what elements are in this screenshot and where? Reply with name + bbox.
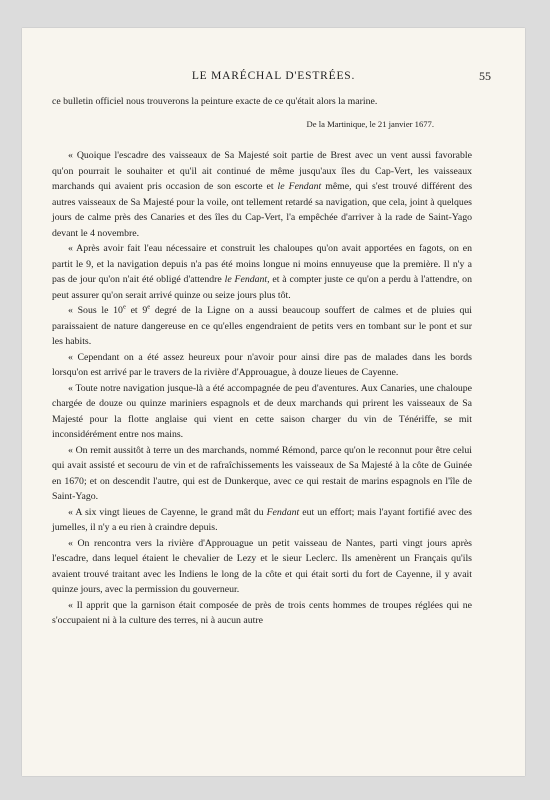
ship-name: le Fendant [224,274,268,285]
ship-name: le Fendant [277,181,322,192]
paragraph-2-text-a: « Après avoir fait l'eau nécessaire et construit les chaloupes qu'on avait apportées en fagots, on en partit le 9, et la navigation depuis n'a pas été moins longue ni moins ennuyeuse que la première. Il n'y a pas de jour qu'on n'ait été obligé d'attendre [52,243,472,285]
paragraph-7-text-b: eut un effort; mais l'ayant fortifié avec des jumelles, il n'y a eu rien à craindre depuis. [52,506,472,533]
ship-name: Fendant [266,506,300,518]
paragraph-3-text-a: « Sous le 10 [68,305,123,316]
paragraph-2 [52,241,472,303]
paragraph-2-text-b: , et à compter juste ce qu'on a perdu à l'attendre, on peut assurer qu'on serait arrivé quinze ou seize jours plus tôt. [52,274,472,301]
intro-paragraph: ce bulletin officiel nous trouverons la peinture exacte de ce qu'était alors la marine. [52,96,378,107]
paragraph-8: « On rencontra vers la rivière d'Approuague un petit vaisseau de Nantes, parti vingt jours après l'escadre, dans lequel étaient le chevalier de Lezy et le sieur Leclerc. Ils amenèrent un Français qu'ils avaient trouvé traitant avec les Indiens le long de la côte et qui était sorti du fort de Cayenne, il y avait quinze jours, avec la permission du gouverneur. [52,537,472,595]
paragraph-5: « Toute notre navigation jusque-là a été accompagnée de peu d'aventures. Aux Canaries, une chaloupe chargée de douze ou quinze mariniers espagnols et de deux marchands qui prirent les vaisseaux de Sa Majesté pour la flotte anglaise qui vient en cette saison charger du vin de Ténériffe, se mit inconsidérément entre nos mains. [52,382,472,440]
ordinal-superscript: e [147,303,151,311]
paragraph-1 [52,148,472,241]
paragraph-3 [52,303,472,350]
paragraph-6: « On remit aussitôt à terre un des marchands, nommé Rémond, parce qu'on le reconnut pour être celui qui avait assisté et secouru de vin et de rafraîchissements les vaisseaux de Sa Majesté à la côte de Guinée en 1670; et on descendit l'autre, qui est de Dunkerque, avec ce qui restait de marins espagnols en l'île de Saint-Yago. [52,444,472,502]
paragraph-9: « Il apprit que la garnison était composée de près de trois cents hommes de troupes réglées qui ne s'occupaient ni à la culture des terres, ni à aucun autre [52,599,472,626]
paragraph-7 [52,505,472,536]
letter-dateline: De la Martinique, le 21 janvier 1677. [306,118,434,129]
running-title: LE MARÉCHAL D'ESTRÉES. [191,70,356,82]
body-text [52,94,472,629]
page-header [52,70,495,90]
paragraph-3-text-c: degré de la Ligne on a aussi beaucoup souffert de calmes et de pluies qui paraissaient de nature dangereuse en ce qu'elles engendraient de petits vers en tombant sur le pont et sur les habits. [52,305,473,347]
page-number: 55 [479,69,491,83]
ordinal-superscript: e [122,303,126,311]
paragraph-3-text-b: et 9 [125,305,148,316]
paragraph-1-text-a: « Quoique l'escadre des vaisseaux de Sa Majesté soit partie de Brest avec un vent aussi favorable qu'on pourrait le souhaiter et qu'il ait continué de même jusqu'aux îles du Cap-Vert, les vaisseaux marchands qui avaient pris occasion de son escorte et [52,150,472,192]
book-page [22,28,525,776]
paragraph-4: « Cependant on a été assez heureux pour n'avoir pour ainsi dire pas de malades dans les bords lorsqu'on est arrivé par le travers de la rivière d'Approuague, à douze lieues de Cayenne. [52,351,472,378]
paragraph-7-text-a: « A six vingt lieues de Cayenne, le grand mât du [68,506,267,518]
paragraph-1-text-b: même, qui s'est trouvé différent des autres vaisseaux de Sa Majesté pour la voile, ont tellement retardé sa navigation, que cela, joint à quelques jours de calme près des Canaries et des îles du Cap-Vert, l'a empêchée d'arriver à la rade de Saint-Yago devant le 4 novembre. [52,181,473,239]
